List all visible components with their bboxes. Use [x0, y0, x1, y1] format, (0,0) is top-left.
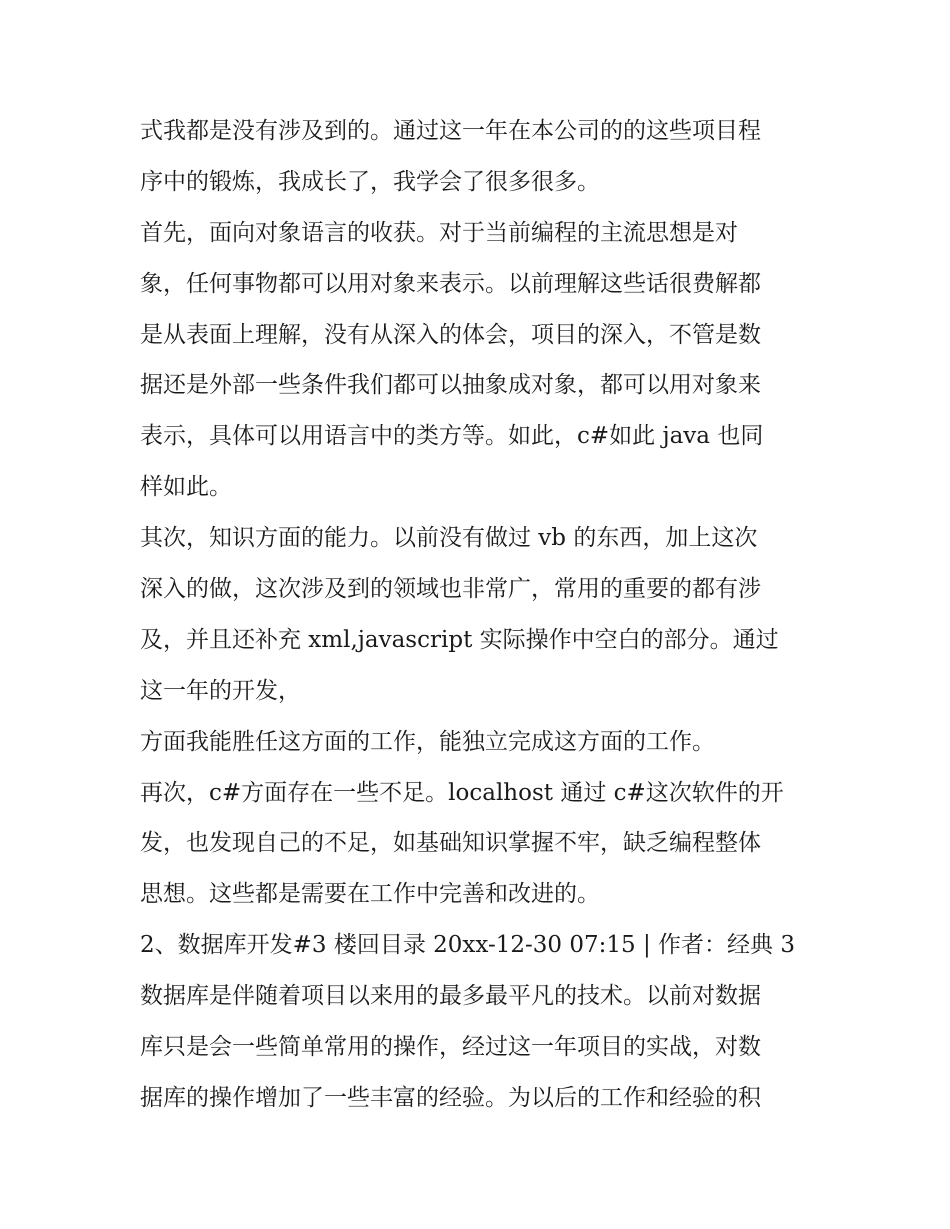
text-line: 据库的操作增加了一些丰富的经验。为以后的工作和经验的积	[140, 1084, 761, 1111]
text-line: 及，并且还补充 xml,javascript 实际操作中空白的部分。通过	[140, 626, 779, 653]
text-line: 是从表面上理解，没有从深入的体会，项目的深入，不管是数	[140, 321, 761, 348]
text-line: 首先，面向对象语言的收获。对于当前编程的主流思想是对	[140, 219, 738, 246]
document-body	[140, 106, 820, 1124]
text-line: 表示，具体可以用语言中的类方等。如此，c#如此 java 也同	[140, 423, 764, 450]
text-line: 象，任何事物都可以用对象来表示。以前理解这些话很费解都	[140, 270, 761, 297]
text-line: 序中的锻炼，我成长了，我学会了很多很多。	[140, 168, 600, 195]
text-line: 这一年的开发，	[140, 677, 301, 704]
text-line: 库只是会一些简单常用的操作，经过这一年项目的实战，对数	[140, 1034, 761, 1061]
text-line: 再次，c#方面存在一些不足。localhost 通过 c#这次软件的开	[140, 779, 784, 806]
text-line: 发，也发现自己的不足，如基础知识掌握不牢，缺乏编程整体	[140, 830, 761, 857]
text-line: 其次，知识方面的能力。以前没有做过 vb 的东西，加上这次	[140, 525, 758, 552]
text-line: 样如此。	[140, 474, 232, 501]
section-heading: 2、数据库开发#3 楼回目录 20xx-12-30 07:15 | 作者：经典 3	[140, 932, 795, 959]
text-line: 方面我能胜任这方面的工作，能独立完成这方面的工作。	[140, 728, 715, 755]
text-line: 思想。这些都是需要在工作中完善和改进的。	[140, 881, 600, 908]
text-line: 深入的做，这次涉及到的领域也非常广，常用的重要的都有涉	[140, 576, 761, 603]
text-line: 数据库是伴随着项目以来用的最多最平凡的技术。以前对数据	[140, 983, 761, 1010]
text-line: 据还是外部一些条件我们都可以抽象成对象，都可以用对象来	[140, 372, 761, 399]
text-line: 式我都是没有涉及到的。通过这一年在本公司的的这些项目程	[140, 118, 761, 144]
